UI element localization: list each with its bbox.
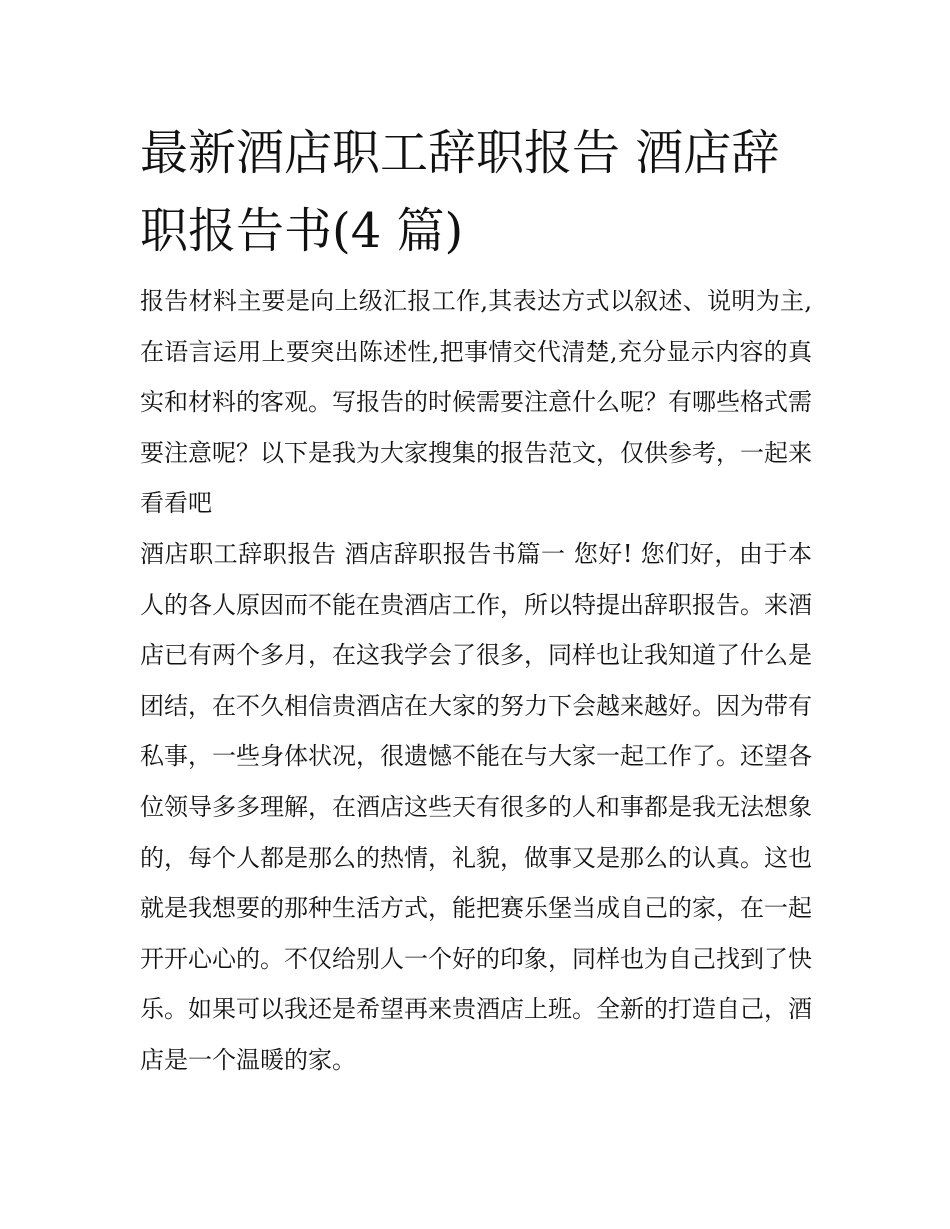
resignation-letter-paragraph: 酒店职工辞职报告 酒店辞职报告书篇一 您好! 您们好，由于本人的各人原因而不能在贵酒店工作，所以特提出辞职报告。来酒店已有两个多月，在这我学会了很多，同样也让我知道了什么是团结，在不久相信贵酒店在大家的努力下会越来越好。因为带有私事，一些身体状况，很遗憾不能在与大家一起工作了。还望各位领导多多理解，在酒店这些天有很多的人和事都是我无法想象的，每个人都是那么的热情，礼貌，做事又是那么的认真。这也就是我想要的那种生活方式，能把赛乐堡当成自己的家，在一起开开心心的。不仅给别人一个好的印象，同样也为自己找到了快乐。如果可以我还是希望再来贵酒店上班。全新的打造自己，酒店是一个温暖的家。 bbox=[140, 539, 812, 1074]
document-title: 最新酒店职工辞职报告 酒店辞职报告书(4 篇) bbox=[140, 125, 780, 259]
document-body bbox=[140, 276, 812, 1086]
intro-paragraph: 报告材料主要是向上级汇报工作,其表达方式以叙述、说明为主,在语言运用上要突出陈述性,把事情交代清楚,充分显示内容的真实和材料的客观。写报告的时候需要注意什么呢？有哪些格式需要注意呢？以下是我为大家搜集的报告范文，仅供参考，一起来看看吧 bbox=[140, 287, 812, 518]
